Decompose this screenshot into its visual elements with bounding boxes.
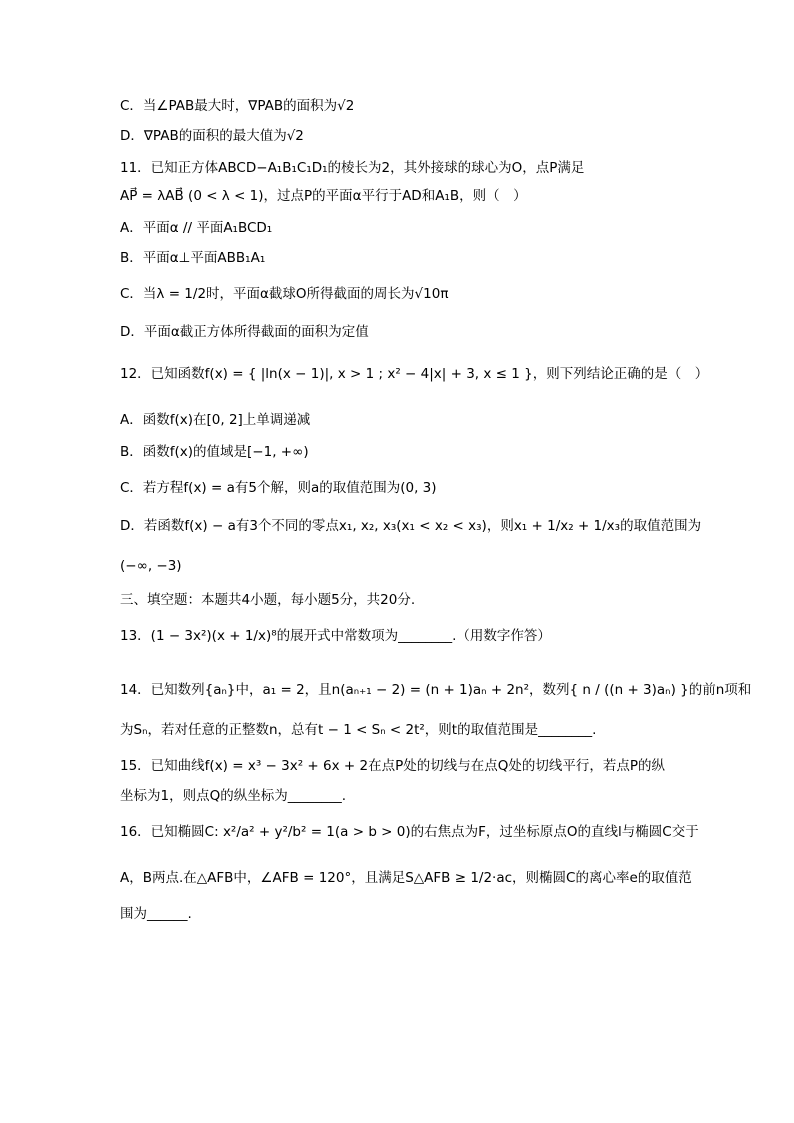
option-11a: A．平面α // 平面A₁BCD₁: [120, 220, 273, 236]
option-11c: C．当λ = 1/2时，平面α截球O所得截面的周长为√10π: [120, 286, 449, 302]
option-10c: C．当∠PAB最大时，∇PAB的面积为√2: [120, 98, 355, 114]
question-14: 14．已知数列{aₙ}中，a₁ = 2，且n(aₙ₊₁ − 2) = (n + 1)aₙ + 2n²，数列{ n / ((n + 3)aₙ) }的前n项和: [120, 682, 752, 698]
option-11b: B．平面α⊥平面ABB₁A₁: [120, 250, 266, 266]
question-15-cont: 坐标为1，则点Q的纵坐标为________.: [120, 788, 347, 804]
section-heading: 三、填空题：本题共4小题，每小题5分，共20分.: [120, 592, 416, 608]
option-12a: A．函数f(x)在[0, 2]上单调递减: [120, 412, 311, 428]
option-12b: B．函数f(x)的值域是[−1, +∞): [120, 444, 309, 460]
question-11: 11．已知正方体ABCD−A₁B₁C₁D₁的棱长为2，其外接球的球心为O，点P满足: [120, 160, 585, 176]
question-15: 15．已知曲线f(x) = x³ − 3x² + 6x + 2在点P处的切线与在点Q处的切线平行，若点P的纵: [120, 758, 665, 774]
option-12c: C．若方程f(x) = a有5个解，则a的取值范围为(0, 3): [120, 480, 437, 496]
option-10d: D．∇PAB的面积的最大值为√2: [120, 128, 304, 144]
option-12d: D．若函数f(x) − a有3个不同的零点x₁, x₂, x₃(x₁ < x₂ < x₃)，则x₁ + 1/x₂ + 1/x₃的取值范围为: [120, 518, 702, 534]
question-16-cont: A，B两点.在△AFB中，∠AFB = 120°，且满足S△AFB ≥ 1/2·ac，则椭圆C的离心率e的取值范: [120, 870, 692, 886]
option-12d-cont: (−∞, −3): [120, 558, 182, 574]
question-11-cont: AP⃗ = λAB⃗ (0 < λ < 1)，过点P的平面α平行于AD和A₁B，则（ ）: [120, 188, 527, 204]
question-12: 12．已知函数f(x) = { |ln(x − 1)|, x > 1 ; x² − 4|x| + 3, x ≤ 1 }，则下列结论正确的是（ ）: [120, 366, 709, 382]
question-16-end: 围为______.: [120, 906, 192, 922]
question-16: 16．已知椭圆C: x²/a² + y²/b² = 1(a > b > 0)的右焦点为F，过坐标原点O的直线l与椭圆C交于: [120, 824, 699, 840]
option-11d: D．平面α截正方体所得截面的面积为定值: [120, 324, 369, 340]
question-14-cont: 为Sₙ，若对任意的正整数n，总有t − 1 < Sₙ < 2t²，则t的取值范围是________.: [120, 722, 597, 738]
question-13: 13．(1 − 3x²)(x + 1/x)⁸的展开式中常数项为________.（用数字作答）: [120, 628, 551, 644]
